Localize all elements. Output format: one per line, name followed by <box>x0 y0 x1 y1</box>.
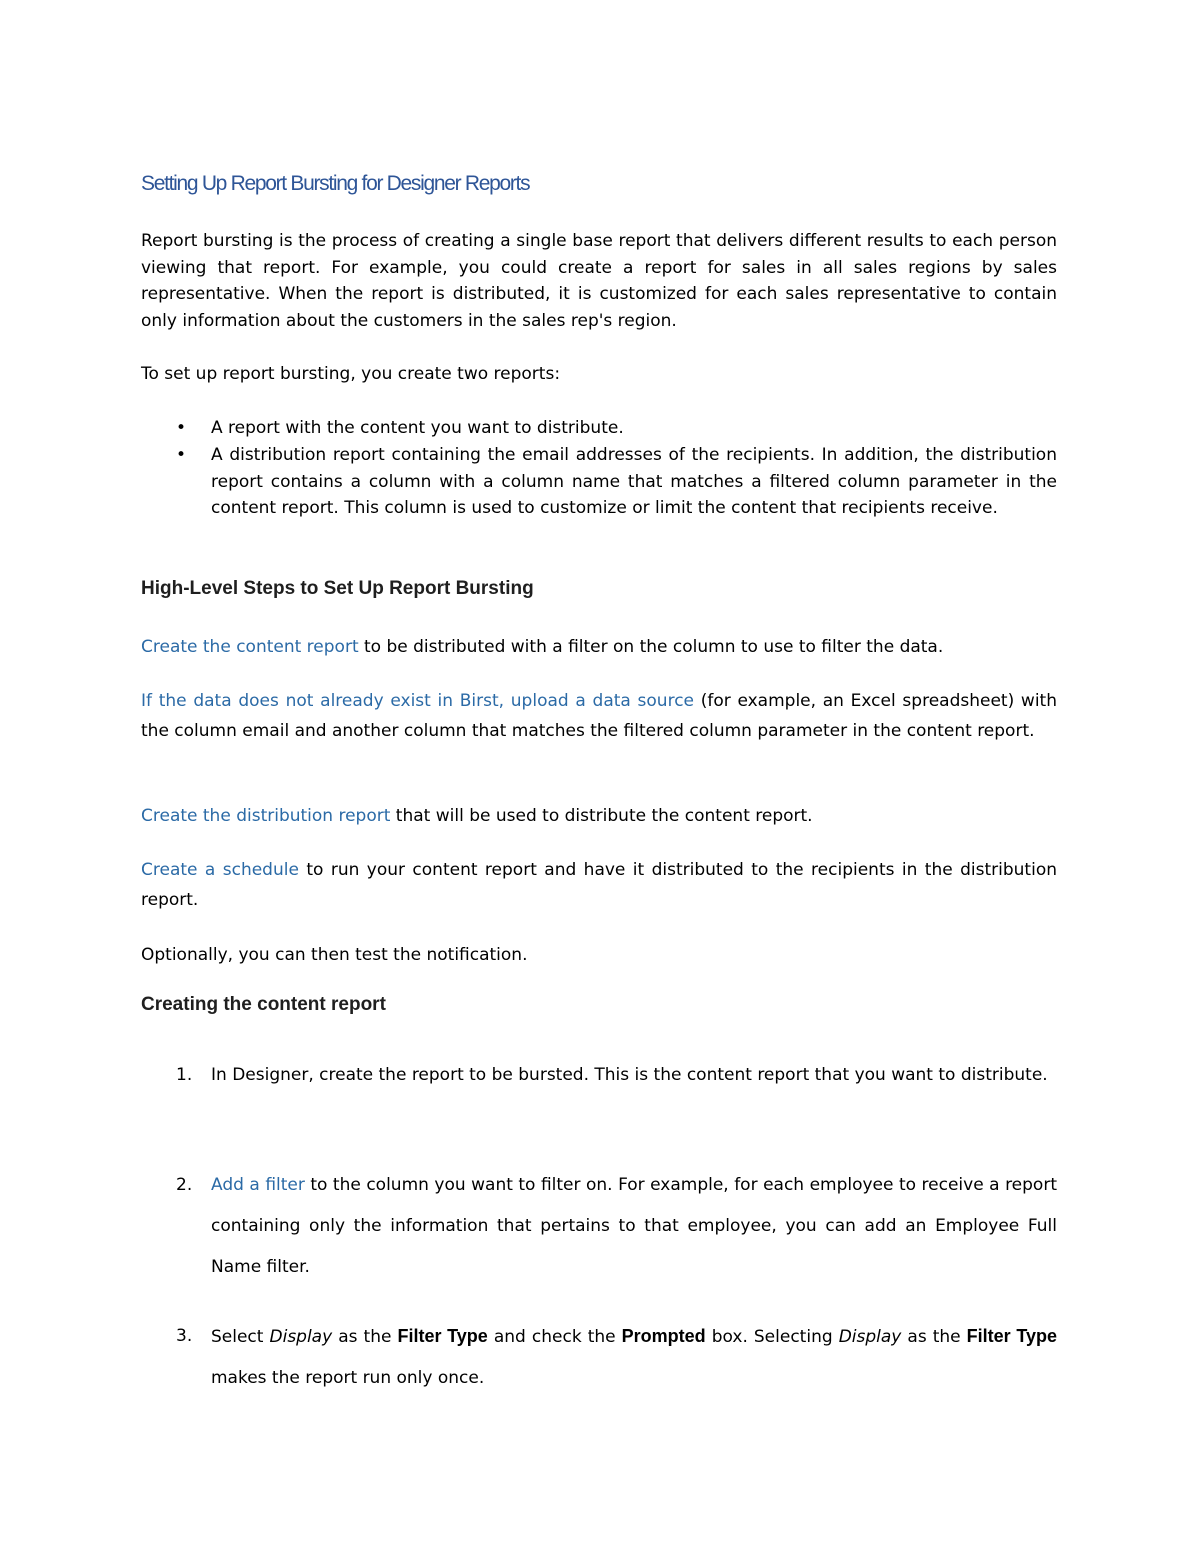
step-paragraph <box>141 632 1057 662</box>
step-paragraph <box>141 801 1057 831</box>
create-schedule-link[interactable]: Create a schedule <box>141 860 299 880</box>
text-run: as the <box>332 1327 398 1347</box>
bullet-dot-icon: • <box>176 445 187 465</box>
list-item <box>141 1316 1057 1399</box>
step-text: to be distributed with a filter on the column to use to filter the data. <box>358 637 944 657</box>
create-content-report-link[interactable]: Create the content report <box>141 637 359 657</box>
list-text <box>211 1165 1057 1288</box>
text-run: as the <box>901 1327 967 1347</box>
content-heading: Creating the content report <box>141 994 386 1015</box>
text-run: Select <box>211 1327 270 1347</box>
steps-heading: High-Level Steps to Set Up Report Bursting <box>141 578 534 599</box>
step-paragraph <box>141 855 1057 915</box>
display-term: Display <box>269 1327 333 1347</box>
bullet-text: A report with the content you want to distribute. <box>211 418 624 438</box>
upload-data-source-link[interactable]: If the data does not already exist in Birst, upload a data source <box>141 691 695 711</box>
document-page <box>141 0 1057 1553</box>
page-title: Setting Up Report Bursting for Designer Reports <box>141 172 530 195</box>
add-filter-link[interactable]: Add a filter <box>211 1175 305 1195</box>
list-item <box>141 1055 1057 1096</box>
step-text: to run your content report and have it distributed to the recipients in the distribution report. <box>141 860 1057 910</box>
list-number: 1. <box>176 1065 193 1085</box>
list-item <box>141 1165 1057 1288</box>
filter-type-term: Filter Type <box>397 1326 488 1346</box>
text-run: makes the report run only once. <box>211 1368 485 1388</box>
step-text: (for example, an Excel spreadsheet) with the column email and another column that matches the filtered column parameter in the content report. <box>141 691 1057 741</box>
optional-paragraph: Optionally, you can then test the notification. <box>141 945 528 965</box>
step-paragraph <box>141 686 1057 746</box>
text-run: box. Selecting <box>705 1327 839 1347</box>
bullet-item <box>141 415 1057 442</box>
prompted-term: Prompted <box>621 1326 706 1346</box>
list-number: 2. <box>176 1175 193 1195</box>
list-text: In Designer, create the report to be bursted. This is the content report that you want to distribute. <box>211 1065 1048 1085</box>
list-text-tail: to the column you want to filter on. For example, for each employee to receive a report containing only the information that pertains to that employee, you can add an Employee Full Name filter. <box>211 1175 1057 1277</box>
bullet-dot-icon: • <box>176 418 187 438</box>
create-distribution-report-link[interactable]: Create the distribution report <box>141 806 391 826</box>
bullet-item <box>141 442 1057 522</box>
setup-line: To set up report bursting, you create two reports: <box>141 364 561 384</box>
filter-type-term: Filter Type <box>966 1326 1057 1346</box>
list-number: 3. <box>176 1326 193 1346</box>
bullet-text: A distribution report containing the email addresses of the recipients. In addition, the distribution report contains a column with a column name that matches a filtered column parameter in the content report. This column is used to customize or limit the content that recipients receive. <box>211 445 1057 519</box>
display-term: Display <box>838 1327 902 1347</box>
step-text: that will be used to distribute the content report. <box>390 806 813 826</box>
list-text <box>211 1316 1057 1399</box>
intro-paragraph: Report bursting is the process of creating a single base report that delivers different results to each person viewing that report. For example, you could create a report for sales in all sales regions by sales representative. When the report is distributed, it is customized for each sales representative to contain only information about the customers in the sales rep's region. <box>141 231 1057 332</box>
text-run: and check the <box>487 1327 622 1347</box>
